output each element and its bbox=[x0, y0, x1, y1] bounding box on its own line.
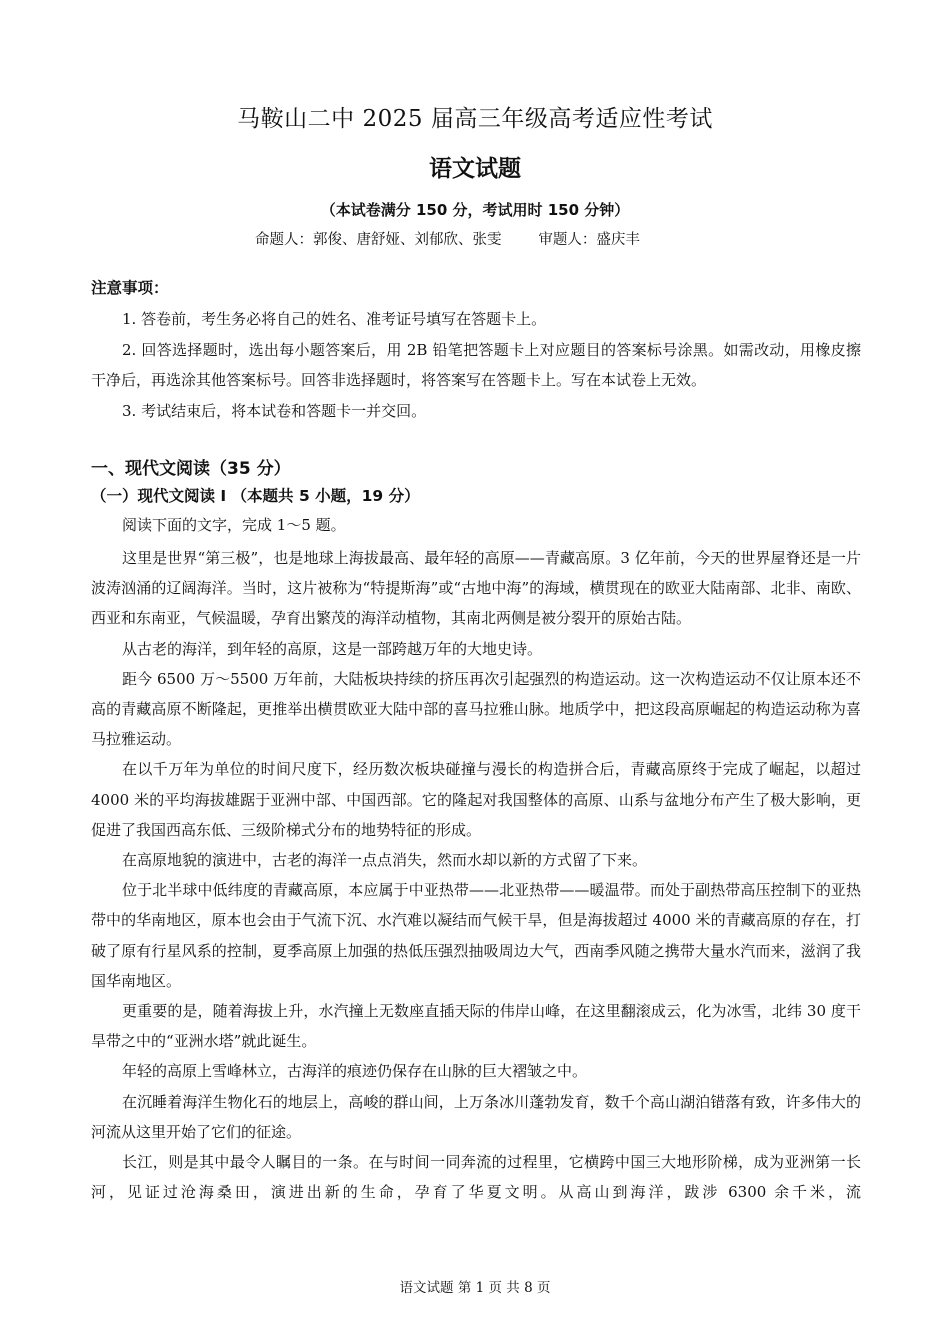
article-paragraph: 更重要的是，随着海拔上升，水汽撞上无数座直插天际的伟岸山峰，在这里翻滚成云，化为冰雪，北纬 30 度干旱带之中的“亚洲水塔”就此诞生。 bbox=[91, 1002, 861, 1051]
article-paragraph: 年轻的高原上雪峰林立，古海洋的痕迹仍保存在山脉的巨大褶皱之中。 bbox=[122, 1062, 588, 1081]
section-heading: 一、现代文阅读（35 分） bbox=[91, 459, 291, 479]
article-paragraph: 长江，则是其中最令人瞩目的一条。在与时间一同奔流的过程里，它横跨中国三大地形阶梯，成为亚洲第一长河，见证过沧海桑田，演进出新的生命，孕育了华夏文明。从高山到海洋，跋涉 6300 余千米，流 bbox=[91, 1153, 861, 1202]
article-paragraph: 在沉睡着海洋生物化石的地层上，高峻的群山间，上万条冰川蓬勃发育，数千个高山湖泊错落有致，许多伟大的河流从这里开始了它们的征途。 bbox=[91, 1092, 861, 1141]
notice-item: 2. 回答选择题时，选出每小题答案后，用 2B 铅笔把答题卡上对应题目的答案标号涂黑。如需改动，用橡皮擦干净后，再选涂其他答案标号。回答非选择题时，将答案写在答题卡上。写在本试卷上无效。 bbox=[91, 340, 861, 389]
authors-line: 命题人：郭俊、唐舒娅、刘郁欣、张雯 审题人：盛庆丰 bbox=[255, 232, 640, 248]
notice-item: 3. 考试结束后，将本试卷和答题卡一并交回。 bbox=[122, 401, 427, 420]
article-paragraph: 距今 6500 万～5500 万年前，大陆板块持续的挤压再次引起强烈的构造运动。这一次构造运动不仅让原本还不高的青藏高原不断隆起，更推举出横贯欧亚大陆中部的喜马拉雅山脉。地质学中，把这段高原崛起的构造运动称为喜马拉雅运动。 bbox=[91, 669, 861, 749]
article-paragraph: 在高原地貌的演进中，古老的海洋一点点消失，然而水却以新的方式留了下来。 bbox=[122, 851, 648, 870]
notice-list bbox=[91, 304, 861, 426]
exam-subtitle: 语文试题 bbox=[429, 155, 521, 182]
notice-item: 1. 答卷前，考生务必将自己的姓名、准考证号填写在答题卡上。 bbox=[122, 310, 547, 328]
reading-instruction: 阅读下面的文字，完成 1～5 题。 bbox=[122, 516, 346, 534]
score-note: （本试卷满分 150 分，考试用时 150 分钟） bbox=[320, 201, 630, 219]
article-paragraph: 这里是世界“第三极”，也是地球上海拔最高、最年轻的高原——青藏高原。3 亿年前，今天的世界屋脊还是一片波涛汹涌的辽阔海洋。当时，这片被称为“特提斯海”或“古地中海”的海域，横贯现在的欧亚大陆南部、北非、南欧、西亚和东南亚，气候温暖，孕育出繁茂的海洋动植物，其南北两侧是被分裂开的原始古陆。 bbox=[91, 549, 861, 628]
article-paragraph: 位于北半球中低纬度的青藏高原，本应属于中亚热带——北亚热带——暖温带。而处于副热带高压控制下的亚热带中的华南地区，原本也会由于气流下沉、水汽难以凝结而气候干旱，但是海拔超过 4000 米的青藏高原的存在，打破了原有行星风系的控制，夏季高原上加强的热低压强烈抽吸周边大气，西南季风随之携带大量水汽而来，滋润了我国华南地区。 bbox=[91, 881, 861, 990]
article-paragraph: 从古老的海洋，到年轻的高原，这是一部跨越万年的大地史诗。 bbox=[122, 639, 543, 658]
page-footer: 语文试题 第 1 页 共 8 页 bbox=[399, 1280, 551, 1296]
exam-title: 马鞍山二中 2025 届高三年级高考适应性考试 bbox=[237, 106, 713, 132]
article-paragraph: 在以千万年为单位的时间尺度下，经历数次板块碰撞与漫长的构造拼合后，青藏高原终于完成了崛起，以超过 4000 米的平均海拔雄踞于亚洲中部、中国西部。它的隆起对我国整体的高原、山系与盆地分布产生了极大影响，更促进了我国西高东低、三级阶梯式分布的地势特征的形成。 bbox=[91, 760, 861, 839]
subsection-heading: （一）现代文阅读 I （本题共 5 小题，19 分） bbox=[91, 487, 420, 505]
notice-title: 注意事项： bbox=[91, 279, 169, 297]
reading-article bbox=[91, 543, 861, 1207]
